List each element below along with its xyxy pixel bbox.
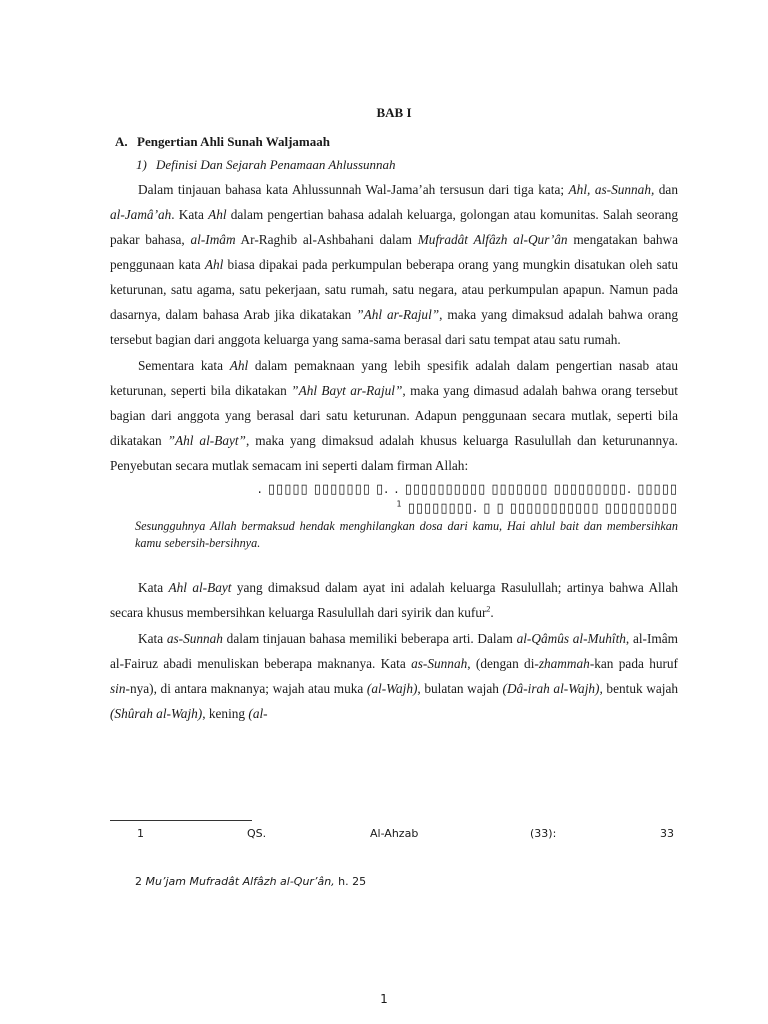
section-heading bbox=[115, 132, 678, 152]
p1-term: al-Imâm bbox=[190, 232, 236, 247]
p1-text: Ar-Raghib al-Ashbahani dalam bbox=[235, 232, 418, 247]
footnote-1-source: QS. bbox=[247, 827, 267, 840]
arabic-line-1: . ▯▯▯▯▯ ▯▯▯▯▯▯▯ ▯. . ▯▯▯▯▯▯▯▯▯▯ ▯▯▯▯▯▯▯ ▯▯▯▯▯▯▯▯▯. ▯▯▯▯▯ bbox=[257, 482, 678, 497]
p1-term: ”Ahl ar-Rajul” bbox=[356, 307, 440, 322]
p4-term: (al- bbox=[248, 706, 268, 721]
p4-term: as-Sunnah bbox=[411, 656, 468, 671]
p3-text: Kata bbox=[138, 580, 169, 595]
chapter-heading: BAB I bbox=[376, 105, 412, 120]
subsection-heading bbox=[136, 155, 678, 175]
p1-text: biasa dipakai pada perkumpulan beberapa orang yang mungkin disatukan oleh satu keturunan, satu agama, satu pekerjaan, satu rumah, satu negara, atau perkumpulan apapun. Namun pada dasarnya, dalam bahasa Arab jika dikatakan bbox=[110, 257, 678, 322]
paragraph-4 bbox=[110, 626, 678, 726]
p1-text: Dalam tinjauan bahasa kata Ahlussunnah Wal-Jama’ah tersusun dari tiga kata; bbox=[138, 182, 569, 197]
footnote-1-number: 1 bbox=[137, 827, 144, 840]
footnote-1-verse: 33 bbox=[660, 827, 674, 840]
p1-term: Mufradât Alfâzh al-Qur’ân bbox=[417, 232, 568, 247]
p4-text: Kata bbox=[138, 631, 167, 646]
p4-term: (al-Wajh) bbox=[366, 681, 418, 696]
p1-text: mengatakan bahwa penggunaan kata bbox=[110, 232, 678, 272]
footnote-ref-2[interactable]: 2 bbox=[486, 604, 491, 614]
p1-term: al-Jamâ’ah bbox=[110, 207, 172, 222]
p1-term: Ahl bbox=[204, 257, 224, 272]
arabic-line-2-text: ▯▯▯▯▯▯▯▯. ▯ ▯ ▯▯▯▯▯▯▯▯▯▯▯ ▯▯▯▯▯▯▯▯▯ bbox=[407, 501, 678, 516]
verse-translation: Sesungguhnya Allah bermaksud hendak menghilangkan dosa dari kamu, Hai ahlul bait dan membersihkan kamu sebersih-bersihnya. bbox=[135, 519, 678, 550]
section-title: Pengertian Ahli Sunah Waljamaah bbox=[137, 134, 330, 149]
p4-term: as-Sunnah bbox=[166, 631, 223, 646]
p2-term: ”Ahl al-Bayt” bbox=[167, 433, 246, 448]
p4-term: (Shûrah al-Wajh) bbox=[110, 706, 203, 721]
p2-term: Ahl bbox=[229, 358, 249, 373]
footnote-1-surah-number: (33): bbox=[530, 827, 557, 840]
p1-text: dan bbox=[654, 182, 678, 197]
p2-text: Sementara kata bbox=[138, 358, 230, 373]
p1-term: Ahl, as-Sunnah, bbox=[568, 182, 655, 197]
subsection-number: 1) bbox=[136, 157, 147, 172]
p1-text: . Kata bbox=[171, 207, 209, 222]
footnote-1 bbox=[110, 826, 678, 842]
p4-text: , kening bbox=[202, 706, 249, 721]
p2-text: , maka yang dimaksud adalah khusus keluarga Rasulullah dan keturunannya. Penyebutan secara mutlak semacam ini seperti dalam firman Allah: bbox=[110, 433, 679, 473]
p4-text: dalam tinjauan bahasa memiliki beberapa arti. Dalam bbox=[222, 631, 517, 646]
p4-term: al-Qâmûs al-Muhîth bbox=[516, 631, 626, 646]
p4-text: -kan pada huruf bbox=[589, 656, 678, 671]
subsection-title: Definisi Dan Sejarah Penamaan Ahlussunnah bbox=[156, 157, 396, 172]
p4-text: , (dengan di- bbox=[467, 656, 539, 671]
paragraph-1 bbox=[110, 177, 678, 352]
footnote-ref-1[interactable]: 1 bbox=[396, 499, 403, 509]
p2-term: ”Ahl Bayt ar-Rajul” bbox=[291, 383, 403, 398]
p4-text: , bulatan wajah bbox=[417, 681, 503, 696]
p3-text: yang dimaksud dalam ayat ini adalah keluarga Rasulullah; artinya bahwa Allah secara khusus membersihkan keluarga Rasulullah dari syirik dan kufur bbox=[110, 580, 678, 620]
footnote-separator bbox=[110, 820, 252, 821]
footnote-2 bbox=[135, 874, 675, 890]
p4-text: , al-Imâm al-Fairuz abadi menuliskan beberapa maknanya. Kata bbox=[110, 631, 678, 671]
paragraph-3 bbox=[110, 575, 678, 625]
p2-text: dalam pemaknaan yang lebih spesifik adalah dalam pengertian nasab atau keturunan, seperti bila dikatakan bbox=[110, 358, 678, 398]
p1-text: , maka yang dimaksud adalah bahwa orang tersebut bagian dari anggota keluarga yang sama-sama berasal dari satu tempat atau satu rumah. bbox=[110, 307, 678, 347]
p1-term: Ahl bbox=[208, 207, 227, 222]
p4-term: zhammah bbox=[538, 656, 590, 671]
footnote-2-page: h. 25 bbox=[334, 875, 367, 888]
p4-text: bentuk wajah bbox=[602, 681, 678, 696]
arabic-line-2 bbox=[168, 499, 678, 518]
p2-text: , maka yang dimasud adalah bahwa orang tersebut bagian dari anggota yang berasal dari satu keturunan. Adapun penggunaan secara mutlak, seperti bila dikatakan bbox=[110, 383, 678, 448]
p4-term: sin bbox=[110, 681, 126, 696]
page-content bbox=[110, 103, 678, 726]
p3-term: Ahl al-Bayt bbox=[168, 580, 232, 595]
page-number: 1 bbox=[380, 992, 388, 1006]
quran-verse bbox=[168, 480, 678, 518]
footnote-2-number: 2 bbox=[135, 875, 142, 888]
p4-text: -nya), di antara maknanya; wajah atau muka bbox=[125, 681, 367, 696]
p1-text: dalam pengertian bahasa adalah keluarga, golongan atau komunitas. Salah seorang pakar bahasa, bbox=[110, 207, 678, 247]
paragraph-2 bbox=[110, 353, 678, 478]
p3-text: . bbox=[490, 605, 494, 620]
section-number: A. bbox=[115, 134, 128, 149]
footnote-2-title: Mu’jam Mufradât Alfâzh al-Qur’ân, bbox=[145, 875, 335, 888]
footnote-1-surah: Al-Ahzab bbox=[370, 827, 419, 840]
p4-term: (Dâ-irah al-Wajh), bbox=[502, 681, 603, 696]
